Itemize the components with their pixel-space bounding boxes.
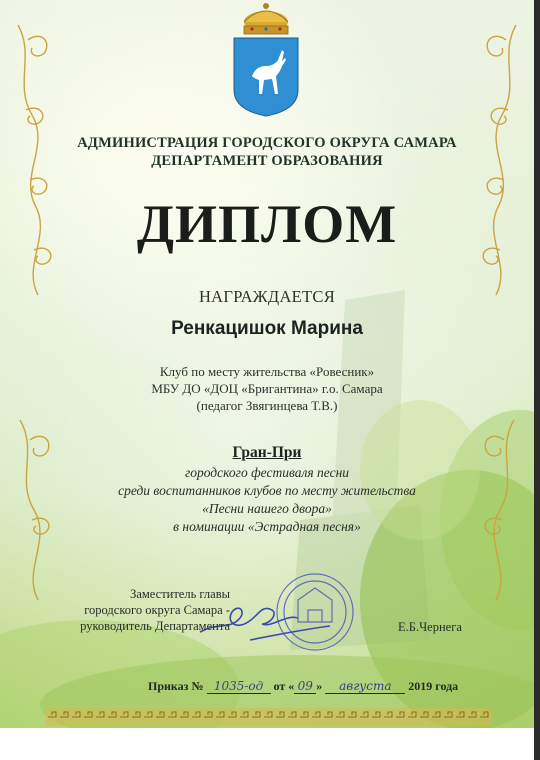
diploma-title: ДИПЛОМ: [136, 194, 398, 254]
award-label: НАГРАЖДАЕТСЯ: [198, 287, 336, 306]
festival-line-4: в номинации «Эстрадная песня»: [173, 519, 361, 534]
issuer-line-1: АДМИНИСТРАЦИЯ ГОРОДСКОГО ОКРУГА САМАРА: [77, 135, 457, 151]
signatory-line-1: Заместитель главы: [130, 587, 230, 601]
festival-block: [0, 464, 534, 536]
signatory-line-2: городского округа Самара -: [84, 603, 230, 617]
issuer-header: [0, 134, 534, 170]
recipient-name: Ренкацишок Марина: [171, 318, 363, 339]
scan-edge: [534, 0, 540, 760]
organization-line-3: (педагог Звягинцева Т.В.): [196, 398, 338, 413]
signatory-title: [40, 586, 230, 634]
signatory-name: Е.Б.Чернега: [398, 620, 462, 634]
issuer-line-2: ДЕПАРТАМЕНТ ОБРАЗОВАНИЯ: [151, 153, 383, 169]
order-day: 09: [294, 679, 316, 694]
order-prefix: Приказ №: [148, 679, 204, 693]
prize-title: Гран-При: [232, 444, 302, 461]
order-line: [148, 679, 458, 694]
organization-line-2: МБУ ДО «ДОЦ «Бригантина» г.о. Самара: [151, 381, 383, 396]
order-month: августа: [325, 679, 405, 694]
festival-line-1: городского фестиваля песни: [184, 465, 350, 480]
order-close-quote: »: [316, 679, 323, 693]
order-year: 2019 года: [408, 679, 459, 693]
organization-block: [0, 363, 534, 414]
order-number: 1035-од: [207, 679, 271, 694]
festival-line-2: среди воспитанников клубов по месту жительства: [118, 483, 416, 498]
signatory-line-3: руководитель Департамента: [80, 619, 230, 633]
festival-line-3: «Песни нашего двора»: [202, 501, 332, 516]
order-from: от «: [273, 679, 295, 693]
organization-line-1: Клуб по месту жительства «Ровесник»: [159, 364, 375, 379]
